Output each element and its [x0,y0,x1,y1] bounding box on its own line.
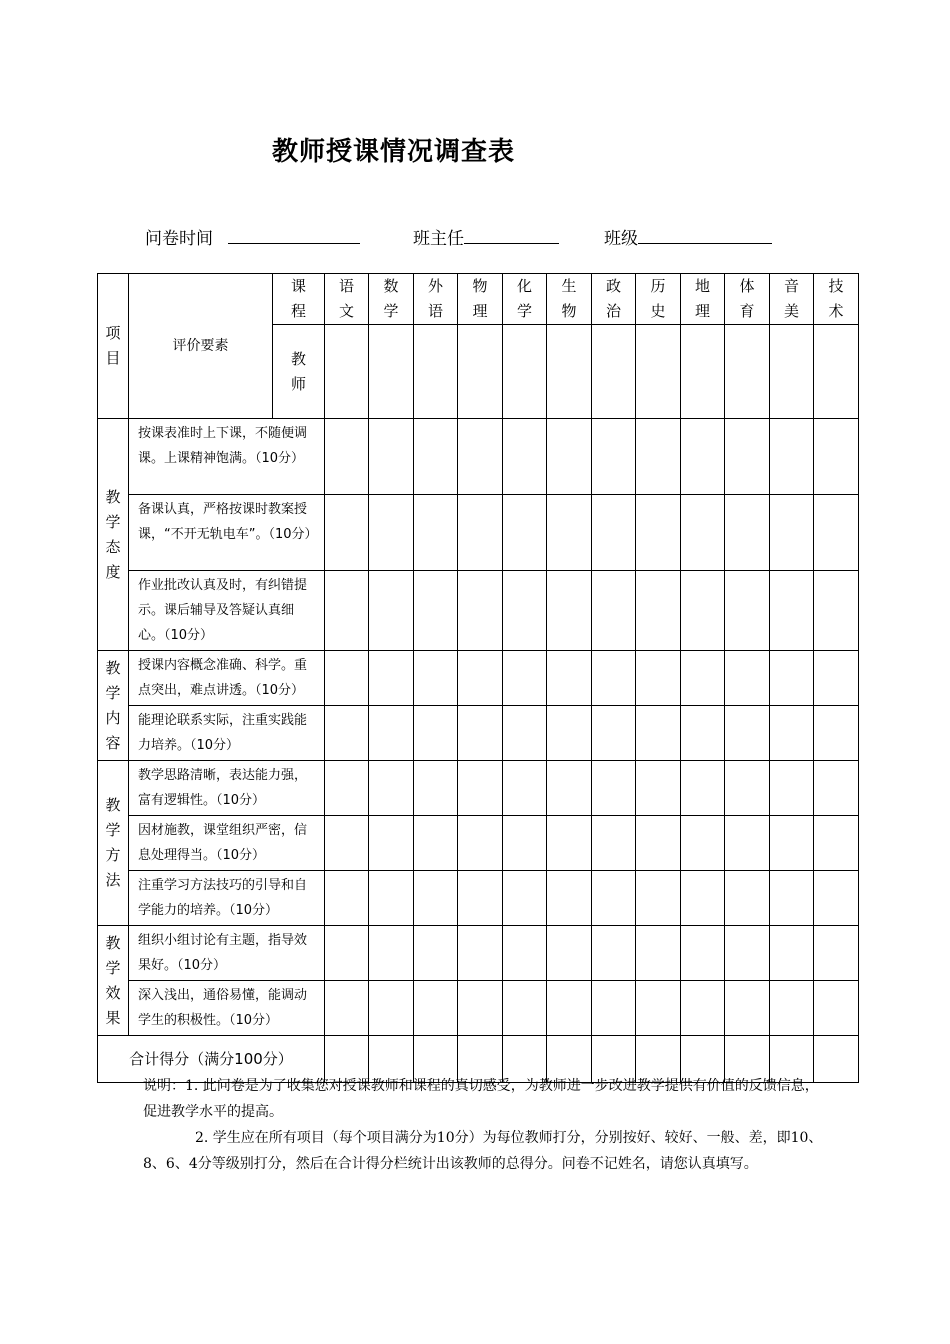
score-cell[interactable] [636,651,681,706]
score-cell[interactable] [325,816,369,871]
notes [143,1073,823,1177]
score-cell[interactable] [458,495,503,571]
criteria-row [98,571,859,651]
criteria-text: 教学思路清晰，表达能力强，富有逻辑性。（10分） [129,761,325,816]
criteria-text: 注重学习方法技巧的引导和自学能力的培养。（10分） [129,871,325,926]
score-cell[interactable] [547,871,592,926]
score-cell[interactable] [414,981,458,1036]
teacher-name-cell[interactable] [636,325,681,419]
head-teacher-field [413,224,559,249]
score-cell[interactable] [814,926,859,981]
score-cell[interactable] [325,419,369,495]
teacher-name-cell[interactable] [814,325,859,419]
teacher-name-cell[interactable] [770,325,814,419]
score-cell[interactable] [369,706,414,761]
class-blank[interactable] [638,227,772,244]
score-cell[interactable] [458,926,503,981]
teacher-name-cell[interactable] [547,325,592,419]
criteria-text: 作业批改认真及时，有纠错提示。课后辅导及答疑认真细心。（10分） [129,571,325,651]
score-cell[interactable] [325,926,369,981]
score-cell[interactable] [636,571,681,651]
score-cell[interactable] [414,495,458,571]
score-cell[interactable] [503,816,547,871]
criteria-text: 能理论联系实际，注重实践能力培养。（10分） [129,706,325,761]
survey-time-label: 问卷时间 [145,229,213,249]
course-header-1: 数 学 [369,274,414,325]
score-cell[interactable] [725,651,770,706]
score-cell[interactable] [636,419,681,495]
score-cell[interactable] [503,706,547,761]
teacher-name-cell[interactable] [325,325,369,419]
score-cell[interactable] [503,419,547,495]
score-cell[interactable] [636,761,681,816]
header-criteria-cell: 评价要素 [129,274,273,419]
score-cell[interactable] [503,495,547,571]
score-cell[interactable] [592,926,636,981]
criteria-row [98,495,859,571]
score-cell[interactable] [503,571,547,651]
score-cell[interactable] [369,651,414,706]
course-header-3: 物 理 [458,274,503,325]
section-label: 教 学 内 容 [98,651,129,761]
score-cell[interactable] [725,495,770,571]
header-teacher-cell: 教 师 [273,325,325,419]
score-cell[interactable] [681,571,725,651]
course-header-5: 生 物 [547,274,592,325]
criteria-row [98,651,859,706]
score-cell[interactable] [770,495,814,571]
header-item-cell: 项 目 [98,274,129,419]
score-cell[interactable] [592,761,636,816]
score-cell[interactable] [458,706,503,761]
score-cell[interactable] [770,871,814,926]
score-cell[interactable] [458,571,503,651]
criteria-row [98,706,859,761]
teacher-name-cell[interactable] [681,325,725,419]
header-course-cell: 课 程 [273,274,325,325]
survey-time-blank[interactable] [228,227,360,244]
score-cell[interactable] [547,981,592,1036]
score-cell[interactable] [681,419,725,495]
class-field [604,224,772,249]
score-cell[interactable] [681,871,725,926]
note-paragraph-1: 说明：1. 此问卷是为了收集您对授课教师和课程的真切感受，为教师进一步改进教学提供有价值的反馈信息，促进教学水平的提高。 [143,1078,819,1120]
score-cell[interactable] [369,981,414,1036]
score-cell[interactable] [369,871,414,926]
score-cell[interactable] [681,816,725,871]
criteria-row [98,761,859,816]
score-cell[interactable] [725,981,770,1036]
course-header-6: 政 治 [592,274,636,325]
score-cell[interactable] [814,651,859,706]
score-cell[interactable] [592,571,636,651]
score-cell[interactable] [592,706,636,761]
score-cell[interactable] [458,761,503,816]
total-label: 合计得分（满分100分） [98,1036,325,1083]
score-cell[interactable] [369,761,414,816]
score-cell[interactable] [414,761,458,816]
score-cell[interactable] [414,926,458,981]
score-cell[interactable] [814,816,859,871]
score-cell[interactable] [636,495,681,571]
score-cell[interactable] [414,816,458,871]
class-label: 班级 [604,229,638,249]
score-cell[interactable] [369,419,414,495]
teacher-name-cell[interactable] [503,325,547,419]
criteria-text: 按课表准时上下课，不随便调课。上课精神饱满。（10分） [129,419,325,495]
score-cell[interactable] [414,871,458,926]
score-cell[interactable] [725,419,770,495]
score-cell[interactable] [369,495,414,571]
score-cell[interactable] [814,495,859,571]
score-cell[interactable] [325,495,369,571]
score-cell[interactable] [503,761,547,816]
criteria-text: 备课认真，严格按课时教案授课，“不开无轨电车”。（10分） [129,495,325,571]
score-cell[interactable] [770,816,814,871]
score-cell[interactable] [681,651,725,706]
head-teacher-label: 班主任 [413,229,464,249]
score-cell[interactable] [325,571,369,651]
score-cell[interactable] [725,571,770,651]
score-cell[interactable] [681,926,725,981]
criteria-text: 授课内容概念准确、科学。重点突出，难点讲透。（10分） [129,651,325,706]
score-cell[interactable] [369,816,414,871]
score-cell[interactable] [814,871,859,926]
score-cell[interactable] [725,816,770,871]
score-cell[interactable] [547,816,592,871]
score-cell[interactable] [458,981,503,1036]
score-cell[interactable] [503,871,547,926]
score-cell[interactable] [770,981,814,1036]
score-cell[interactable] [547,926,592,981]
score-cell[interactable] [369,571,414,651]
score-cell[interactable] [725,761,770,816]
score-cell[interactable] [814,419,859,495]
score-cell[interactable] [814,981,859,1036]
criteria-row [98,926,859,981]
score-cell[interactable] [547,571,592,651]
score-cell[interactable] [325,706,369,761]
score-cell[interactable] [547,651,592,706]
criteria-text: 组织小组讨论有主题，指导效果好。（10分） [129,926,325,981]
survey-table [97,273,859,1083]
score-cell[interactable] [592,651,636,706]
head-teacher-blank[interactable] [464,227,559,244]
criteria-text: 因材施教，课堂组织严密，信息处理得当。（10分） [129,816,325,871]
score-cell[interactable] [681,981,725,1036]
course-header-10: 音 美 [770,274,814,325]
score-cell[interactable] [770,571,814,651]
score-cell[interactable] [681,495,725,571]
criteria-row [98,871,859,926]
score-cell[interactable] [725,871,770,926]
section-label: 教 学 方 法 [98,761,129,926]
score-cell[interactable] [814,571,859,651]
score-cell[interactable] [681,761,725,816]
score-cell[interactable] [770,761,814,816]
score-cell[interactable] [592,816,636,871]
score-cell[interactable] [814,706,859,761]
score-cell[interactable] [592,419,636,495]
course-header-4: 化 学 [503,274,547,325]
course-header-7: 历 史 [636,274,681,325]
score-cell[interactable] [636,816,681,871]
score-cell[interactable] [547,419,592,495]
criteria-row [98,419,859,495]
teacher-name-cell[interactable] [369,325,414,419]
note-paragraph-2: 2. 学生应在所有项目（每个项目满分为10分）为每位教师打分，分别按好、较好、一般、差，即10、8、6、4分等级别打分，然后在合计得分栏统计出该教师的总得分。问卷不记姓名，请您认真填写。 [143,1130,823,1172]
section-label: 教 学 效 果 [98,926,129,1036]
criteria-row [98,816,859,871]
score-cell[interactable] [414,651,458,706]
score-cell[interactable] [503,981,547,1036]
score-cell[interactable] [725,706,770,761]
score-cell[interactable] [369,926,414,981]
score-cell[interactable] [414,706,458,761]
score-cell[interactable] [458,871,503,926]
score-cell[interactable] [458,419,503,495]
survey-time-field [145,224,360,249]
score-cell[interactable] [458,651,503,706]
score-cell[interactable] [503,926,547,981]
score-cell[interactable] [414,419,458,495]
score-cell[interactable] [681,706,725,761]
score-cell[interactable] [592,871,636,926]
course-header-8: 地 理 [681,274,725,325]
score-cell[interactable] [325,651,369,706]
score-cell[interactable] [503,651,547,706]
score-cell[interactable] [770,419,814,495]
score-cell[interactable] [636,706,681,761]
score-cell[interactable] [547,495,592,571]
teacher-name-cell[interactable] [592,325,636,419]
criteria-row [98,981,859,1036]
score-cell[interactable] [592,981,636,1036]
score-cell[interactable] [770,926,814,981]
teacher-name-cell[interactable] [414,325,458,419]
score-cell[interactable] [814,761,859,816]
score-cell[interactable] [725,926,770,981]
score-cell[interactable] [325,871,369,926]
score-cell[interactable] [325,761,369,816]
score-cell[interactable] [547,706,592,761]
score-cell[interactable] [636,926,681,981]
score-cell[interactable] [636,871,681,926]
score-cell[interactable] [770,651,814,706]
page-title: 教师授课情况调查表 [272,137,516,167]
score-cell[interactable] [547,761,592,816]
score-cell[interactable] [592,495,636,571]
score-cell[interactable] [325,981,369,1036]
course-header-2: 外 语 [414,274,458,325]
criteria-text: 深入浅出，通俗易懂，能调动学生的积极性。（10分） [129,981,325,1036]
course-header-9: 体 育 [725,274,770,325]
score-cell[interactable] [636,981,681,1036]
score-cell[interactable] [414,571,458,651]
course-header-11: 技 术 [814,274,859,325]
score-cell[interactable] [458,816,503,871]
section-label: 教 学 态 度 [98,419,129,651]
course-header-0: 语 文 [325,274,369,325]
teacher-name-cell[interactable] [725,325,770,419]
teacher-name-cell[interactable] [458,325,503,419]
score-cell[interactable] [770,706,814,761]
